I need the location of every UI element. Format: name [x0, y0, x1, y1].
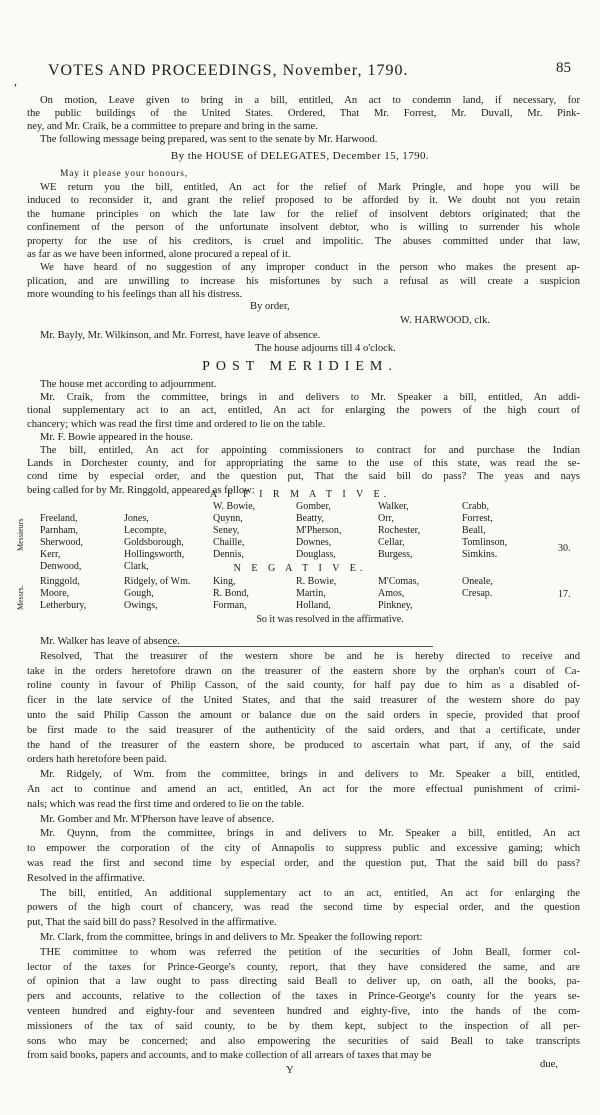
signature-mark: Y [286, 1065, 294, 1076]
side-label-yeas: Messieurs [16, 518, 25, 551]
yea-name: Seney, [213, 525, 240, 536]
catchword: due, [540, 1059, 558, 1070]
resolution-line: nals; which was read the first time and ordered to lie on the table. [27, 798, 305, 810]
resolution-line: put, That the said bill do pass? Resolved in the affirmative. [27, 917, 277, 929]
message-para-line: more wounding to his feelings than all his distress. [27, 289, 243, 301]
yea-name: Gomber, [296, 501, 331, 512]
nay-name: Forman, [213, 600, 247, 611]
nay-name: King, [213, 576, 236, 587]
page-number: 85 [556, 60, 571, 76]
resolution-line: take in the orders heretofore drawn on the treasurer of the eastern shore by the orphan's court of Ca- [27, 665, 580, 677]
yea-name: Burgess, [378, 549, 413, 560]
vote-result: So it was resolved in the affirmative. [256, 614, 404, 625]
resolution-line: Mr. Gomber and Mr. M'Pherson have leave of absence. [40, 813, 275, 825]
message-para-line: WE return you the bill, entitled, An act for the relief of Mark Pringle, and hope you will be [40, 182, 580, 193]
nay-name: Owings, [124, 600, 158, 611]
resolution-line: THE committee to whom was referred the petition of the securities of John Beall, former col- [40, 946, 580, 958]
resolution-line: Resolved in the affirmative. [27, 872, 146, 884]
afternoon-para-line: The house met according to adjournment. [40, 379, 217, 390]
yea-name: Clark, [124, 561, 149, 572]
message-para-line: as far as we have been informed, alone procured a repeal of it. [27, 249, 291, 260]
motion-para-line: On motion, Leave given to bring in a bill, entitled, An act to condemn land, if necessary, for [40, 95, 580, 106]
yea-name: Orr, [378, 513, 394, 524]
nay-name: Letherbury, [40, 600, 87, 611]
nay-name: R. Bond, [213, 588, 249, 599]
yea-name: Beall, [462, 525, 486, 536]
yea-name: Beatty, [296, 513, 324, 524]
resolution-line: from said books, papers and accounts, and to make collection of all arrears of taxes that may be [27, 1050, 432, 1062]
yea-name: Crabb, [462, 501, 489, 512]
yeas-total: 30. [558, 543, 571, 554]
message-para-line: the humane principles on which the late law for the relief of insolvent debtors originated; that the [27, 208, 580, 220]
afternoon-para-line: chancery; which was read the first time and ordered to lie on the table. [27, 418, 326, 430]
resolution-line: be first made to the said treasurer of the authenticity of the said orders, and that a certificate, under [27, 724, 580, 736]
resolution-line: powers of the high court of chancery, was read the second time by especial order, and the question [27, 902, 580, 914]
motion-para-line: the public buildings of the United States. Ordered, That Mr. Forrest, Mr. Duvall, Mr. Pink- [27, 108, 580, 119]
nay-name: Holland, [296, 600, 331, 611]
nay-name: Amos, [378, 588, 405, 599]
yea-name: M'Pherson, [296, 525, 342, 536]
vote-separator [168, 646, 433, 647]
resolution-line: sons who may be concerned; and also empowering the securities of said Beall to take transcripts [27, 1035, 580, 1047]
resolution-line: Mr. Walker has leave of absence. [40, 636, 180, 647]
afternoon-para-line: tional supplementary act to an act, entitled, An act for enlarging the powers of the high court of [27, 405, 580, 417]
nay-name: Gough, [124, 588, 154, 599]
nay-name: Martin, [296, 588, 326, 599]
motion-para-line: ney, and Mr. Craik, be a committee to prepare and bring in the same. [27, 121, 318, 132]
resolution-line: The bill, entitled, An additional supplementary act to an act, entitled, An act for enlarging the [40, 887, 580, 899]
yea-name: Jones, [124, 513, 149, 524]
resolution-line: ficer in the late service of the United States, and that the said treasurer of the western shore do pay [27, 695, 580, 707]
nay-name: Ringgold, [40, 576, 80, 587]
adjournment: The house adjourns till 4 o'clock. [255, 343, 396, 354]
afternoon-para-line: being called for by Mr. Ringgold, appeared as follow: [27, 484, 255, 496]
yea-name: Kerr, [40, 549, 61, 560]
yea-name: Forrest, [462, 513, 493, 524]
resolution-line: pers and accounts, relative to the collection of the taxes in Prince-George's county for the years se- [27, 991, 580, 1003]
margin-mark: , [14, 74, 17, 88]
resolution-line: was read the first and second time by especial order, and the question put, That the said bill do pass? [27, 858, 580, 869]
afternoon-para-line: The bill, entitled, An act for appointing commissioners to contract for and purchase the Indian [40, 445, 580, 456]
resolution-line: An act to continue and amend an act, entitled, An act for the more effectual punishment of crimi- [27, 784, 580, 795]
by-order: By order, [250, 301, 290, 312]
nays-total: 17. [558, 589, 571, 600]
signature: W. HARWOOD, clk. [400, 315, 490, 326]
motion-para-line: The following message being prepared, was sent to the senate by Mr. Harwood. [40, 134, 378, 145]
yea-name: Lecompte, [124, 525, 167, 536]
negative-label: N E G A T I V E. [233, 563, 367, 574]
leave-of-absence: Mr. Bayly, Mr. Wilkinson, and Mr. Forrest, have leave of absence. [40, 330, 321, 341]
yea-name: Downes, [296, 537, 332, 548]
yea-name: Quynn, [213, 513, 243, 524]
resolution-line: missioners of the tax of said county, to be by them kept, subject to the inspection of all per- [27, 1020, 580, 1032]
message-para-line: plication, and are unwilling to increase his misfortunes by such a refusal as will create a suspicion [27, 275, 580, 287]
yea-name: Dennis, [213, 549, 244, 560]
post-meridiem-heading: POST MERIDIEM. [202, 359, 398, 374]
resolution-line: roline county in favour of Philip Casson, of the said county, for half pay due to him as a disabled of- [27, 680, 580, 692]
affirmative-label: A F F I R M A T I V E. [209, 489, 391, 500]
resolution-line: Mr. Clark, from the committee, brings in and delivers to Mr. Speaker the following report: [40, 932, 423, 943]
message-para-line: confinement of the person of the unfortunate insolvent debtor, who is willing to surrender his whole [27, 222, 580, 234]
resolution-line: Resolved, That the treasurer of the western shore be and he is hereby directed to receive and [40, 650, 580, 662]
nay-name: Oneale, [462, 576, 493, 587]
yea-name: Chaille, [213, 537, 245, 548]
yea-name: Sherwood, [40, 537, 84, 548]
yea-name: Denwood, [40, 561, 82, 572]
resolution-line: venteen hundred and eighty-four and seventeen hundred and eighty-five, into the hands of the com- [27, 1006, 580, 1017]
message-para-line: induced to reconsider it, and grant the relief proposed to be afforded by it. We doubt not you retain [27, 195, 580, 207]
resolution-line: lector of the taxes for Prince-George's county, report, that they have considered the same, and are [27, 961, 580, 973]
nay-name: Cresap. [462, 588, 493, 599]
salutation: May it please your honours, [60, 169, 188, 179]
resolution-line: Mr. Quynn, from the committee, brings in and delivers to Mr. Speaker a bill, entitled, An act [40, 828, 580, 840]
yea-name: Walker, [378, 501, 409, 512]
nay-name: M'Comas, [378, 576, 419, 587]
yea-name: Douglass, [296, 549, 336, 560]
message-heading: By the HOUSE of DELEGATES, December 15, 1790. [170, 150, 430, 162]
running-header: VOTES AND PROCEEDINGS, November, 1790. [48, 62, 409, 79]
yea-name: Parnham, [40, 525, 79, 536]
side-label-nays: Messrs. [16, 585, 25, 610]
afternoon-para-line: Mr. F. Bowie appeared in the house. [40, 431, 194, 443]
yea-name: Simkins. [462, 549, 498, 560]
resolution-line: to empower the corporation of the city of Annapolis to suppress public and excessive gaming; which [27, 843, 580, 855]
resolution-line: orders hath heretofore been paid. [27, 754, 167, 766]
afternoon-para-line: Mr. Craik, from the committee, brings in and delivers to Mr. Speaker a bill, entitled, An addi- [40, 392, 580, 404]
afternoon-para-line: Lands in Dorchester county, and for appropriating the same to the use of this state, was read the se- [27, 458, 580, 470]
message-para-line: property for the use of his creditors, is cruel and impolitic. The abuses committed under that law, [27, 235, 580, 247]
yea-name: W. Bowie, [213, 501, 256, 512]
resolution-line: the hand of the treasurer of the eastern shore, be produced to ascertain what part, if any, of the said [27, 739, 580, 751]
message-para-line: We have heard of no suggestion of any improper conduct in the person who makes the present ap- [40, 262, 580, 274]
nay-name: R. Bowie, [296, 576, 337, 587]
yea-name: Goldsborough, [124, 537, 184, 548]
nay-name: Ridgely, of Wm. [124, 576, 191, 587]
yea-name: Rochester, [378, 525, 421, 536]
resolution-line: of opinion that a law ought to pass directing said Beall to deliver up, on oath, all the books, pa- [27, 976, 580, 988]
afternoon-para-line: cond time by especial order, and the question put, That the said bill do pass? The yeas and nays [27, 471, 580, 483]
yea-name: Tomlinson, [462, 537, 508, 548]
resolution-line: unto the said Philip Casson the amount or balance due on the said orders in specie, provided that proof [27, 710, 580, 721]
yea-name: Hollingsworth, [124, 549, 185, 560]
yea-name: Freeland, [40, 513, 78, 524]
yea-name: Cellar, [378, 537, 405, 548]
nay-name: Pinkney, [378, 600, 413, 611]
nay-name: Moore, [40, 588, 70, 599]
resolution-line: Mr. Ridgely, of Wm. from the committee, brings in and delivers to Mr. Speaker a bill, entitled, [40, 769, 580, 781]
